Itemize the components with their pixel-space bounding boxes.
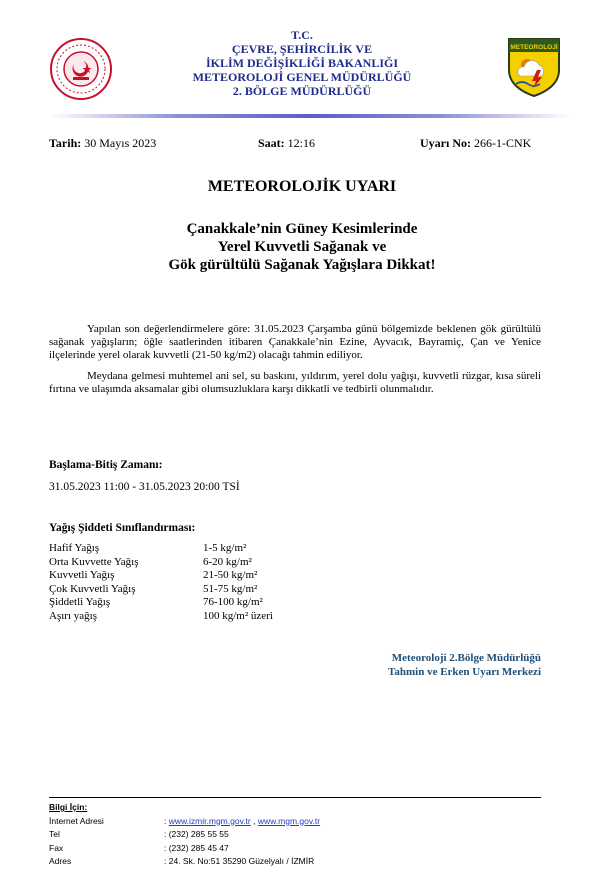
class-value: 1-5 kg/m² — [203, 542, 247, 554]
classification-row — [49, 583, 273, 597]
body-paragraph: Yapılan son değerlendirmelere göre: 31.05.2023 Çarşamba günü bölgemizde beklenen gök gürültülü sağanak yağışların; öğle saatlerinden itibaren Çanakkale’nin Ezine, Ayvacık, Bayramiç, Çan ve Yenice ilçelerinde yerel olarak kuvvetli (21-50 kg/m2) olacağı tahmin ediliyor. — [49, 323, 541, 361]
tel-value: : (232) 285 55 55 — [164, 829, 229, 839]
footer-title: Bilgi İçin: — [49, 802, 88, 812]
period-value: 31.05.2023 11:00 - 31.05.2023 20:00 TSİ — [49, 481, 240, 493]
header-line: 2. BÖLGE MÜDÜRLÜĞÜ — [232, 84, 372, 98]
link-separator: , — [250, 815, 258, 826]
warning-number-value: 266-1-CNK — [474, 136, 532, 150]
internet-label: İnternet Adresi — [49, 815, 104, 826]
signature-line: Meteoroloji 2.Bölge Müdürlüğü — [391, 652, 541, 664]
fax-label: Fax — [49, 842, 64, 853]
footer-row-tel — [49, 828, 320, 842]
izmir-site-link[interactable]: www.izmir.mgm.gov.tr — [168, 815, 251, 826]
header-line: ÇEVRE, ŞEHİRCİLİK VE — [231, 42, 373, 56]
class-value: 51-75 kg/m² — [203, 582, 258, 595]
class-value: 100 kg/m² üzeri — [203, 609, 273, 622]
classification-row — [49, 542, 273, 556]
subtitle-line: Gök gürültülü Sağanak Yağışlara Dikkat! — [168, 257, 436, 273]
subtitle-line: Çanakkale’nin Güney Kesimlerinde — [186, 221, 418, 237]
time-field — [258, 136, 315, 151]
class-value: 21-50 kg/m² — [203, 569, 258, 581]
body-paragraph: Meydana gelmesi muhtemel ani sel, su baskını, yıldırım, yerel dolu yağışı, kuvvetli rüzgar, kısa süreli fırtına ve ulaşımda aksamalar gibi olumsuzluklara karşı dikkatli ve tedbirli olunmalıdır. — [49, 370, 541, 395]
footer-contact — [49, 801, 320, 869]
class-name: Orta Kuvvette Yağış — [49, 555, 139, 568]
footer-row-internet — [49, 815, 320, 829]
classification-row — [49, 569, 273, 583]
mgm-site-link[interactable]: www.mgm.gov.tr — [257, 815, 321, 826]
logo-text: METEOROLOJİ — [510, 44, 558, 51]
document-title: METEOROLOJİK UYARI — [207, 178, 397, 195]
class-name: Hafif Yağış — [49, 542, 100, 554]
signature-line: Tahmin ve Erken Uyarı Merkezi — [388, 666, 541, 678]
class-value: 76-100 kg/m² — [203, 596, 263, 608]
address-value: : 24. Sk. No:51 35290 Güzelyalı / İZMİR — [164, 856, 315, 866]
header-line: T.C. — [291, 28, 313, 42]
footer-divider — [49, 797, 541, 798]
time-label: Saat: — [258, 136, 285, 150]
classification-row — [49, 596, 273, 610]
footer-row-fax — [49, 842, 320, 856]
warning-body — [49, 323, 541, 404]
class-name: Çok Kuvvetli Yağış — [49, 582, 136, 595]
classification-row — [49, 610, 273, 624]
warning-number-field — [420, 136, 531, 151]
header-line: İKLİM DEĞİŞİKLİĞİ BAKANLIĞI — [205, 56, 399, 70]
time-value: 12:16 — [287, 136, 316, 150]
date-value: 30 Mayıs 2023 — [84, 136, 157, 150]
fax-value: : (232) 285 45 47 — [164, 842, 229, 853]
class-name: Aşırı yağış — [49, 609, 97, 622]
class-name: Kuvvetli Yağış — [49, 569, 115, 581]
colon-separator: : — [164, 815, 169, 826]
warning-subtitle — [0, 220, 604, 274]
class-value: 6-20 kg/m² — [203, 555, 252, 568]
address-label: Adres — [49, 856, 72, 866]
footer-row-address — [49, 855, 320, 869]
class-name: Şiddetli Yağış — [49, 596, 111, 608]
classification-title: Yağış Şiddeti Sınıflandırması: — [49, 522, 196, 534]
header-divider — [49, 114, 571, 118]
warning-number-label: Uyarı No: — [420, 136, 471, 150]
date-field — [49, 136, 156, 151]
signature-block — [388, 651, 541, 679]
subtitle-line: Yerel Kuvvetli Sağanak ve — [217, 239, 387, 255]
classification-row — [49, 556, 273, 570]
header-line: METEOROLOJİ GENEL MÜDÜRLÜĞÜ — [192, 70, 412, 84]
meteoroloji-shield-logo — [506, 36, 562, 98]
classification-table — [49, 542, 273, 623]
period-label: Başlama-Bitiş Zamanı: — [49, 459, 163, 471]
date-label: Tarih: — [49, 136, 82, 150]
tel-label: Tel — [49, 829, 60, 839]
